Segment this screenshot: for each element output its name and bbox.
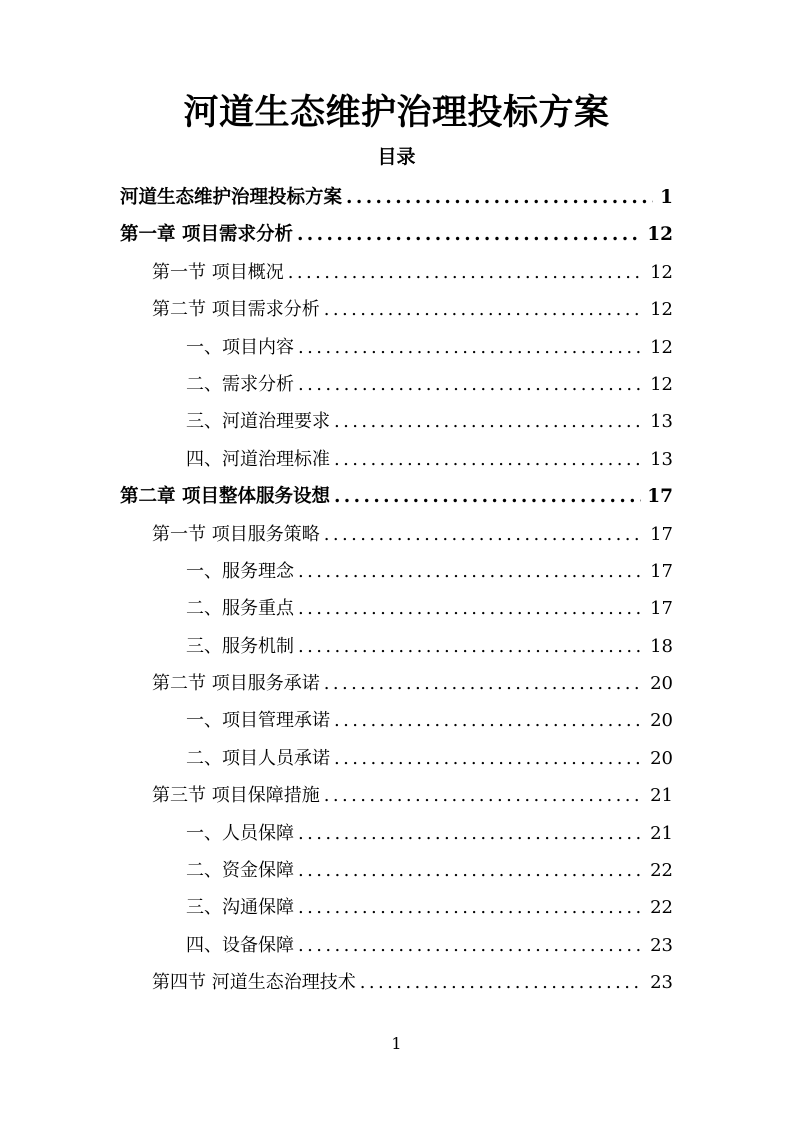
toc-dot-leader: [334, 702, 644, 739]
toc-dot-leader: [334, 403, 644, 440]
toc-entry-page: 20: [650, 710, 673, 732]
toc-entry[interactable]: [120, 628, 673, 665]
toc-heading: 目录: [377, 146, 416, 168]
toc-dot-leader: [324, 516, 644, 553]
toc-entry-page: 23: [650, 972, 673, 994]
toc-entry-page: 12: [650, 336, 673, 358]
toc-entry-page: 20: [650, 673, 673, 695]
toc-entry[interactable]: [120, 216, 673, 253]
toc-entry[interactable]: [120, 702, 673, 739]
toc-entry-title: 河道生态维护治理投标方案: [120, 187, 343, 208]
toc-entry[interactable]: [120, 254, 673, 291]
toc-dot-leader: [324, 665, 644, 702]
toc-entry-title: 一、项目内容: [186, 336, 294, 358]
toc-entry[interactable]: [120, 852, 673, 889]
page-number: 1: [391, 1034, 402, 1053]
toc-entry[interactable]: [120, 590, 673, 627]
toc-entry-title: 四、河道治理标准: [186, 448, 330, 470]
toc-entry-page: 17: [650, 560, 673, 582]
toc-entry-title: 三、河道治理要求: [186, 411, 330, 433]
toc-entry-title: 第一节 项目服务策略: [152, 523, 320, 545]
toc-entry-page: 20: [650, 747, 673, 769]
toc-entry-page: 23: [650, 934, 673, 956]
toc-dot-leader: [298, 927, 644, 964]
toc-dot-leader: [334, 478, 641, 515]
toc-entry[interactable]: [120, 516, 673, 553]
toc-dot-leader: [334, 441, 644, 478]
toc-entry[interactable]: [120, 403, 673, 440]
toc-entry-page: 12: [650, 373, 673, 395]
toc-entry-title: 一、人员保障: [186, 822, 294, 844]
toc-entry[interactable]: [120, 665, 673, 702]
toc-entry-page: 12: [650, 299, 673, 321]
toc-dot-leader: [298, 628, 644, 665]
toc-dot-leader: [298, 366, 644, 403]
toc-entry[interactable]: [120, 478, 673, 515]
toc-entry-title: 第一章 项目需求分析: [120, 224, 293, 246]
toc-entry-title: 一、项目管理承诺: [186, 710, 330, 732]
toc-dot-leader: [298, 889, 644, 926]
toc-entry-title: 二、服务重点: [186, 598, 294, 620]
toc-dot-leader: [298, 329, 644, 366]
table-of-contents: [120, 179, 673, 1002]
toc-dot-leader: [298, 815, 644, 852]
toc-entry-title: 第四节 河道生态治理技术: [152, 972, 356, 994]
toc-entry-title: 三、沟通保障: [186, 897, 294, 919]
toc-entry-title: 第二节 项目需求分析: [152, 299, 320, 321]
toc-entry[interactable]: [120, 964, 673, 1001]
toc-entry-title: 二、项目人员承诺: [186, 747, 330, 769]
toc-entry[interactable]: [120, 366, 673, 403]
toc-entry-title: 第二节 项目服务承诺: [152, 673, 320, 695]
toc-entry[interactable]: [120, 291, 673, 328]
toc-entry[interactable]: [120, 740, 673, 777]
toc-entry-title: 一、服务理念: [186, 560, 294, 582]
document-title: 河道生态维护治理投标方案: [183, 92, 610, 133]
toc-entry-page: 17: [650, 598, 673, 620]
toc-entry-title: 第三节 项目保障措施: [152, 785, 320, 807]
toc-entry[interactable]: [120, 889, 673, 926]
toc-dot-leader: [324, 291, 644, 328]
toc-entry-page: 17: [647, 486, 673, 508]
toc-entry[interactable]: [120, 179, 673, 216]
toc-entry-page: 12: [650, 261, 673, 283]
toc-entry-page: 21: [650, 822, 673, 844]
toc-entry-title: 二、需求分析: [186, 373, 294, 395]
toc-entry-page: 13: [650, 448, 673, 470]
toc-entry[interactable]: [120, 927, 673, 964]
toc-entry[interactable]: [120, 815, 673, 852]
toc-entry-page: 13: [650, 411, 673, 433]
toc-dot-leader: [298, 553, 644, 590]
toc-entry[interactable]: [120, 441, 673, 478]
toc-dot-leader: [346, 179, 653, 216]
toc-entry-title: 第二章 项目整体服务设想: [120, 486, 330, 508]
toc-dot-leader: [334, 740, 644, 777]
toc-entry-page: 12: [647, 224, 673, 246]
toc-entry-page: 18: [650, 635, 673, 657]
toc-entry[interactable]: [120, 329, 673, 366]
toc-entry[interactable]: [120, 553, 673, 590]
toc-dot-leader: [324, 777, 644, 814]
toc-entry-page: 22: [650, 860, 673, 882]
toc-entry-page: 17: [650, 523, 673, 545]
toc-entry-page: 22: [650, 897, 673, 919]
toc-entry-title: 四、设备保障: [186, 934, 294, 956]
toc-entry-title: 二、资金保障: [186, 860, 294, 882]
toc-dot-leader: [360, 964, 644, 1001]
toc-dot-leader: [298, 852, 644, 889]
toc-entry-page: 21: [650, 785, 673, 807]
toc-dot-leader: [297, 216, 641, 253]
toc-entry-title: 第一节 项目概况: [152, 261, 284, 283]
toc-dot-leader: [298, 590, 644, 627]
toc-entry-title: 三、服务机制: [186, 635, 294, 657]
toc-dot-leader: [288, 254, 644, 291]
toc-entry-page: 1: [660, 187, 673, 208]
toc-entry[interactable]: [120, 777, 673, 814]
